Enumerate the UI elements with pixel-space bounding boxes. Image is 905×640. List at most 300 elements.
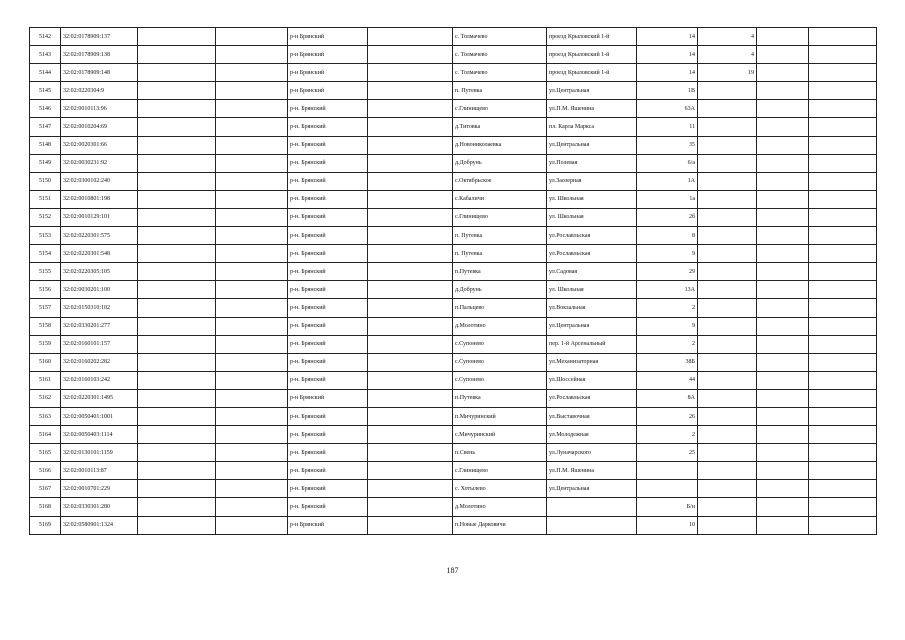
row-number-cell: 5169 <box>30 516 61 534</box>
table-row <box>30 190 877 208</box>
blank-cell <box>216 100 288 118</box>
district-cell: р-н. Брянский <box>288 480 368 498</box>
row-number-cell: 5166 <box>30 462 61 480</box>
apartment-number-cell <box>698 407 757 425</box>
street-cell: ул.Рославльская <box>547 227 637 245</box>
cadastral-number-cell: 32:02:0010801:198 <box>61 190 138 208</box>
row-number-cell: 5149 <box>30 154 61 172</box>
blank-cell <box>368 426 453 444</box>
blank-cell <box>216 371 288 389</box>
locality-cell: д.Добрунь <box>453 154 547 172</box>
district-cell: р-н. Брянский <box>288 426 368 444</box>
table-row <box>30 444 877 462</box>
blank-cell <box>809 353 877 371</box>
cadastral-number-cell: 32:02:0178909:148 <box>61 64 138 82</box>
blank-cell <box>368 154 453 172</box>
blank-cell <box>809 516 877 534</box>
blank-cell <box>216 118 288 136</box>
table-row <box>30 154 877 172</box>
blank-cell <box>809 389 877 407</box>
table-row <box>30 389 877 407</box>
blank-cell <box>809 299 877 317</box>
blank-cell <box>138 82 216 100</box>
district-cell: р-н. Брянский <box>288 118 368 136</box>
house-number-cell: 13А <box>637 281 698 299</box>
apartment-number-cell: 4 <box>698 28 757 46</box>
blank-cell <box>809 154 877 172</box>
property-registry-table <box>29 27 877 535</box>
table-row <box>30 64 877 82</box>
blank-cell <box>809 498 877 516</box>
table-row <box>30 100 877 118</box>
blank-cell <box>757 208 809 226</box>
blank-cell <box>368 100 453 118</box>
blank-cell <box>757 46 809 64</box>
blank-cell <box>757 335 809 353</box>
locality-cell: п.Свень <box>453 444 547 462</box>
locality-cell: с.Супонево <box>453 353 547 371</box>
blank-cell <box>216 516 288 534</box>
table-row <box>30 480 877 498</box>
apartment-number-cell <box>698 281 757 299</box>
blank-cell <box>216 299 288 317</box>
locality-cell: п.Мичуринский <box>453 407 547 425</box>
table-row <box>30 516 877 534</box>
row-number-cell: 5162 <box>30 389 61 407</box>
row-number-cell: 5146 <box>30 100 61 118</box>
cadastral-number-cell: 32:02:0010204:69 <box>61 118 138 136</box>
blank-cell <box>138 317 216 335</box>
table-row <box>30 299 877 317</box>
house-number-cell: 8 <box>637 227 698 245</box>
row-number-cell: 5142 <box>30 28 61 46</box>
apartment-number-cell <box>698 208 757 226</box>
street-cell: ул. Школьная <box>547 190 637 208</box>
row-number-cell: 5151 <box>30 190 61 208</box>
district-cell: р-н. Брянский <box>288 172 368 190</box>
locality-cell: д.Молотино <box>453 498 547 516</box>
cadastral-number-cell: 32:02:0300102:240 <box>61 172 138 190</box>
blank-cell <box>368 64 453 82</box>
house-number-cell: 29 <box>637 263 698 281</box>
cadastral-number-cell: 32:02:0130101:1159 <box>61 444 138 462</box>
district-cell: р-н. Брянский <box>288 245 368 263</box>
blank-cell <box>757 82 809 100</box>
blank-cell <box>809 136 877 154</box>
cadastral-number-cell: 32:02:0330301:280 <box>61 498 138 516</box>
blank-cell <box>138 46 216 64</box>
blank-cell <box>138 480 216 498</box>
row-number-cell: 5157 <box>30 299 61 317</box>
blank-cell <box>368 498 453 516</box>
table-row <box>30 353 877 371</box>
table-row <box>30 263 877 281</box>
cadastral-number-cell: 32:02:0220301:575 <box>61 227 138 245</box>
blank-cell <box>216 480 288 498</box>
table-row <box>30 46 877 64</box>
street-cell: ул.Механизаторная <box>547 353 637 371</box>
blank-cell <box>138 136 216 154</box>
blank-cell <box>138 353 216 371</box>
blank-cell <box>757 263 809 281</box>
blank-cell <box>757 64 809 82</box>
blank-cell <box>216 353 288 371</box>
apartment-number-cell <box>698 227 757 245</box>
blank-cell <box>216 389 288 407</box>
table-row <box>30 317 877 335</box>
apartment-number-cell <box>698 371 757 389</box>
blank-cell <box>216 46 288 64</box>
street-cell: ул.Шоссейная <box>547 371 637 389</box>
cadastral-number-cell: 32:02:0010113:87 <box>61 462 138 480</box>
cadastral-number-cell: 32:02:0178909:138 <box>61 46 138 64</box>
table-row <box>30 227 877 245</box>
blank-cell <box>216 154 288 172</box>
apartment-number-cell <box>698 462 757 480</box>
district-cell: р-н. Брянский <box>288 444 368 462</box>
district-cell: р-н. Брянский <box>288 299 368 317</box>
blank-cell <box>757 136 809 154</box>
house-number-cell: 14 <box>637 64 698 82</box>
blank-cell <box>138 426 216 444</box>
blank-cell <box>757 317 809 335</box>
district-cell: р-н. Брянский <box>288 190 368 208</box>
street-cell <box>547 516 637 534</box>
blank-cell <box>809 245 877 263</box>
locality-cell: с.Супонево <box>453 335 547 353</box>
blank-cell <box>368 172 453 190</box>
blank-cell <box>809 208 877 226</box>
house-number-cell: 11 <box>637 118 698 136</box>
blank-cell <box>809 100 877 118</box>
row-number-cell: 5153 <box>30 227 61 245</box>
blank-cell <box>216 407 288 425</box>
apartment-number-cell <box>698 353 757 371</box>
table-row <box>30 136 877 154</box>
blank-cell <box>368 407 453 425</box>
district-cell: р-н Брянский <box>288 28 368 46</box>
blank-cell <box>216 498 288 516</box>
cadastral-number-cell: 32:02:0050401:1001 <box>61 407 138 425</box>
house-number-cell: 35 <box>637 136 698 154</box>
street-cell: ул.П.М. Яшенина <box>547 100 637 118</box>
cadastral-number-cell: 32:02:0160101:157 <box>61 335 138 353</box>
blank-cell <box>809 407 877 425</box>
district-cell: р-н Брянский <box>288 46 368 64</box>
blank-cell <box>757 371 809 389</box>
table-row <box>30 498 877 516</box>
row-number-cell: 5164 <box>30 426 61 444</box>
apartment-number-cell <box>698 498 757 516</box>
blank-cell <box>809 46 877 64</box>
cadastral-number-cell: 32:02:0220304:9 <box>61 82 138 100</box>
locality-cell: п. Путевка <box>453 82 547 100</box>
blank-cell <box>368 317 453 335</box>
street-cell: пл. Карла Маркса <box>547 118 637 136</box>
table-row <box>30 371 877 389</box>
blank-cell <box>757 389 809 407</box>
blank-cell <box>138 28 216 46</box>
cadastral-number-cell: 32:02:0220301:548 <box>61 245 138 263</box>
street-cell: ул.Рославльская <box>547 245 637 263</box>
blank-cell <box>757 190 809 208</box>
blank-cell <box>809 444 877 462</box>
street-cell: ул.Центральная <box>547 317 637 335</box>
row-number-cell: 5152 <box>30 208 61 226</box>
apartment-number-cell <box>698 444 757 462</box>
blank-cell <box>138 154 216 172</box>
cadastral-number-cell: 32:02:0178909:137 <box>61 28 138 46</box>
locality-cell: п. Путевка <box>453 245 547 263</box>
apartment-number-cell: 19 <box>698 64 757 82</box>
blank-cell <box>138 444 216 462</box>
district-cell: р-н. Брянский <box>288 498 368 516</box>
street-cell: проезд Крыловский 1-й <box>547 28 637 46</box>
blank-cell <box>216 172 288 190</box>
district-cell: р-н. Брянский <box>288 263 368 281</box>
row-number-cell: 5148 <box>30 136 61 154</box>
district-cell: р-н. Брянский <box>288 353 368 371</box>
street-cell: ул.Заозерная <box>547 172 637 190</box>
house-number-cell: 1В <box>637 82 698 100</box>
blank-cell <box>368 28 453 46</box>
row-number-cell: 5155 <box>30 263 61 281</box>
blank-cell <box>138 190 216 208</box>
blank-cell <box>757 28 809 46</box>
blank-cell <box>757 299 809 317</box>
blank-cell <box>368 462 453 480</box>
house-number-cell: 1А <box>637 172 698 190</box>
apartment-number-cell <box>698 154 757 172</box>
blank-cell <box>757 426 809 444</box>
house-number-cell: 25 <box>637 444 698 462</box>
blank-cell <box>368 281 453 299</box>
house-number-cell: 44 <box>637 371 698 389</box>
blank-cell <box>809 118 877 136</box>
table-row <box>30 245 877 263</box>
house-number-cell: 2 <box>637 335 698 353</box>
blank-cell <box>216 82 288 100</box>
district-cell: р-н. Брянский <box>288 281 368 299</box>
apartment-number-cell <box>698 245 757 263</box>
blank-cell <box>809 263 877 281</box>
table-row <box>30 462 877 480</box>
house-number-cell: 63А <box>637 100 698 118</box>
blank-cell <box>368 118 453 136</box>
house-number-cell: 9 <box>637 317 698 335</box>
row-number-cell: 5147 <box>30 118 61 136</box>
blank-cell <box>216 208 288 226</box>
blank-cell <box>138 299 216 317</box>
row-number-cell: 5168 <box>30 498 61 516</box>
blank-cell <box>216 281 288 299</box>
district-cell: р-н. Брянский <box>288 154 368 172</box>
house-number-cell: 26 <box>637 407 698 425</box>
table-row <box>30 118 877 136</box>
cadastral-number-cell: 32:02:0160103:242 <box>61 371 138 389</box>
blank-cell <box>138 407 216 425</box>
cadastral-number-cell: 32:02:0010129:101 <box>61 208 138 226</box>
blank-cell <box>809 281 877 299</box>
street-cell: ул.Рославльская <box>547 389 637 407</box>
blank-cell <box>138 498 216 516</box>
blank-cell <box>809 172 877 190</box>
blank-cell <box>138 371 216 389</box>
blank-cell <box>216 263 288 281</box>
house-number-cell: 1а <box>637 190 698 208</box>
row-number-cell: 5158 <box>30 317 61 335</box>
row-number-cell: 5161 <box>30 371 61 389</box>
house-number-cell: 8А <box>637 389 698 407</box>
district-cell: р-н. Брянский <box>288 227 368 245</box>
house-number-cell <box>637 480 698 498</box>
blank-cell <box>368 82 453 100</box>
blank-cell <box>138 227 216 245</box>
apartment-number-cell <box>698 82 757 100</box>
blank-cell <box>757 118 809 136</box>
apartment-number-cell <box>698 426 757 444</box>
cadastral-number-cell: 32:02:0030201:100 <box>61 281 138 299</box>
blank-cell <box>138 335 216 353</box>
cadastral-number-cell: 32:02:0010113:96 <box>61 100 138 118</box>
blank-cell <box>138 118 216 136</box>
table-body <box>30 28 877 535</box>
row-number-cell: 5167 <box>30 480 61 498</box>
cadastral-number-cell: 32:02:0160202:282 <box>61 353 138 371</box>
district-cell: р-н. Брянский <box>288 462 368 480</box>
blank-cell <box>216 227 288 245</box>
table-row <box>30 407 877 425</box>
street-cell: ул.Вокзальная <box>547 299 637 317</box>
blank-cell <box>216 28 288 46</box>
blank-cell <box>368 46 453 64</box>
house-number-cell: 2 <box>637 426 698 444</box>
blank-cell <box>368 353 453 371</box>
locality-cell: с.Глинищево <box>453 208 547 226</box>
locality-cell: п.Новые Дарковичи <box>453 516 547 534</box>
blank-cell <box>809 317 877 335</box>
district-cell: р-н. Брянский <box>288 136 368 154</box>
blank-cell <box>368 371 453 389</box>
blank-cell <box>809 371 877 389</box>
house-number-cell: 6/а <box>637 154 698 172</box>
district-cell: р-н. Брянский <box>288 335 368 353</box>
row-number-cell: 5156 <box>30 281 61 299</box>
blank-cell <box>809 335 877 353</box>
cadastral-number-cell: 32:02:0220301:1495 <box>61 389 138 407</box>
apartment-number-cell <box>698 389 757 407</box>
blank-cell <box>368 444 453 462</box>
blank-cell <box>757 154 809 172</box>
blank-cell <box>757 516 809 534</box>
house-number-cell: 10 <box>637 516 698 534</box>
house-number-cell: 38Б <box>637 353 698 371</box>
row-number-cell: 5159 <box>30 335 61 353</box>
district-cell: р-н Брянский <box>288 389 368 407</box>
locality-cell: с. Толмачево <box>453 28 547 46</box>
locality-cell: с.Октябрьское <box>453 172 547 190</box>
street-cell: ул.Центральная <box>547 82 637 100</box>
street-cell: ул.Выставочная <box>547 407 637 425</box>
blank-cell <box>368 299 453 317</box>
blank-cell <box>809 462 877 480</box>
district-cell: р-н Брянский <box>288 64 368 82</box>
street-cell: ул.Садовая <box>547 263 637 281</box>
apartment-number-cell <box>698 172 757 190</box>
apartment-number-cell <box>698 299 757 317</box>
district-cell: р-н. Брянский <box>288 407 368 425</box>
table-row <box>30 426 877 444</box>
district-cell: р-н Брянский <box>288 516 368 534</box>
street-cell: проезд Крыловский 1-й <box>547 46 637 64</box>
locality-cell: с.Супонево <box>453 371 547 389</box>
blank-cell <box>757 462 809 480</box>
blank-cell <box>757 172 809 190</box>
blank-cell <box>757 353 809 371</box>
blank-cell <box>138 462 216 480</box>
street-cell: ул.П.М. Яшенина <box>547 462 637 480</box>
house-number-cell: 2б <box>637 208 698 226</box>
district-cell: р-н. Брянский <box>288 371 368 389</box>
row-number-cell: 5154 <box>30 245 61 263</box>
blank-cell <box>368 480 453 498</box>
locality-cell: с. Толмачево <box>453 64 547 82</box>
district-cell: р-н. Брянский <box>288 317 368 335</box>
blank-cell <box>368 389 453 407</box>
street-cell: ул.Полевая <box>547 154 637 172</box>
row-number-cell: 5160 <box>30 353 61 371</box>
blank-cell <box>809 82 877 100</box>
street-cell: ул. Школьная <box>547 281 637 299</box>
apartment-number-cell <box>698 317 757 335</box>
blank-cell <box>216 317 288 335</box>
locality-cell: с. Хотылево <box>453 480 547 498</box>
blank-cell <box>368 335 453 353</box>
blank-cell <box>138 389 216 407</box>
blank-cell <box>368 245 453 263</box>
street-cell <box>547 498 637 516</box>
table-row <box>30 335 877 353</box>
table-row <box>30 208 877 226</box>
apartment-number-cell <box>698 263 757 281</box>
page-number: 187 <box>446 566 459 575</box>
locality-cell: п.Пальцево <box>453 299 547 317</box>
blank-cell <box>757 245 809 263</box>
table-row <box>30 28 877 46</box>
house-number-cell <box>637 462 698 480</box>
blank-cell <box>216 462 288 480</box>
district-cell: р-н. Брянский <box>288 208 368 226</box>
table-row <box>30 82 877 100</box>
row-number-cell: 5143 <box>30 46 61 64</box>
blank-cell <box>216 245 288 263</box>
blank-cell <box>809 64 877 82</box>
blank-cell <box>138 263 216 281</box>
blank-cell <box>216 335 288 353</box>
blank-cell <box>138 208 216 226</box>
apartment-number-cell: 4 <box>698 46 757 64</box>
table-row <box>30 172 877 190</box>
row-number-cell: 5144 <box>30 64 61 82</box>
apartment-number-cell <box>698 480 757 498</box>
cadastral-number-cell: 32:02:0020301:66 <box>61 136 138 154</box>
house-number-cell: 14 <box>637 28 698 46</box>
blank-cell <box>368 190 453 208</box>
blank-cell <box>368 208 453 226</box>
blank-cell <box>216 444 288 462</box>
cadastral-number-cell: 32:02:0580901:1324 <box>61 516 138 534</box>
street-cell: ул.Молодежная <box>547 426 637 444</box>
